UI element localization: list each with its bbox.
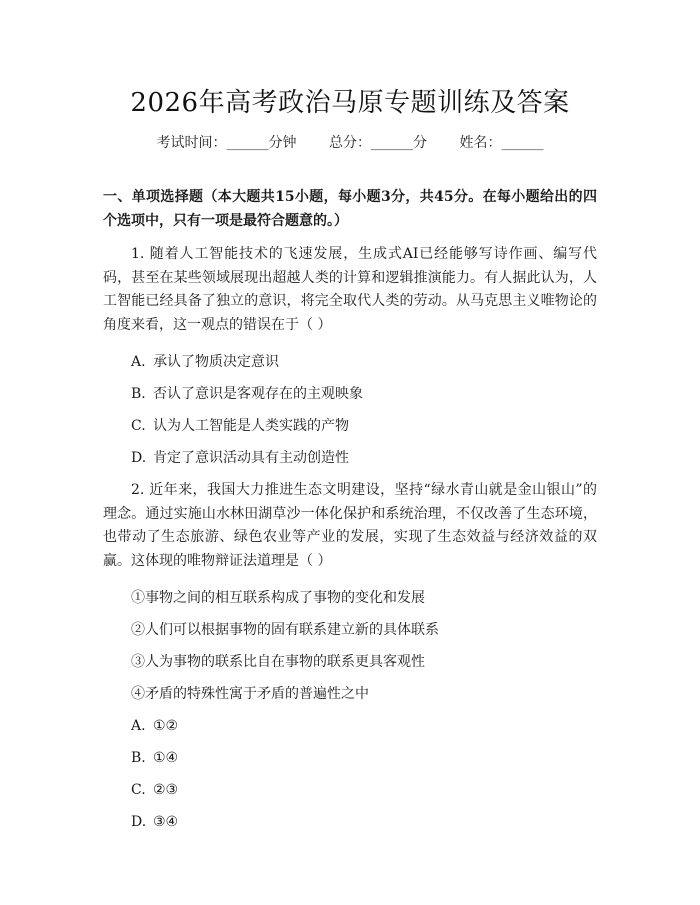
option-letter: B. (131, 750, 146, 766)
option-letter: B. (131, 386, 146, 402)
option-text: 否认了意识是客观存在的主观映象 (153, 386, 363, 402)
option-a (103, 715, 597, 739)
option-letter: C. (131, 782, 146, 798)
option-letter: A. (131, 718, 146, 734)
statement-3: ③人为事物的联系比自在事物的联系更具客观性 (131, 654, 425, 670)
total-score-label: 总分：______分 (329, 135, 427, 151)
option-text: ③④ (153, 814, 179, 830)
option-d (103, 447, 597, 471)
option-text: 承认了物质决定意识 (153, 354, 279, 370)
option-d (103, 811, 597, 835)
statement-1: ①事物之间的相互联系构成了事物的变化和发展 (131, 590, 425, 606)
option-text: ②③ (153, 782, 179, 798)
document-title: 2026年高考政治马原专题训练及答案 (130, 88, 570, 118)
option-letter: C. (131, 418, 146, 434)
option-b (103, 383, 597, 407)
option-c (103, 779, 597, 803)
option-b (103, 747, 597, 771)
name-label: 姓名：______ (459, 135, 544, 151)
exam-content (103, 186, 597, 843)
exam-time-label: 考试时间：______分钟 (156, 135, 297, 151)
question-2 (103, 479, 597, 835)
option-a (103, 351, 597, 375)
question-stem: 2. 近年来，我国大力推进生态文明建设，坚持“绿水青山就是金山银山”的理念。通过实施山水林田湖草沙一体化保护和系统治理，不仅改善了生态环境，也带动了生态旅游、绿色农业等产业的发展，实现了生态效益与经济效益的双赢。这体现的唯物辩证法道理是（ ） (103, 482, 597, 569)
question-stem: 1. 随着人工智能技术的飞速发展，生成式AI已经能够写诗作画、编写代码，甚至在某些领域展现出超越人类的计算和逻辑推演能力。有人据此认为，人工智能已经具备了独立的意识，将完全取代人类的劳动。从马克思主义唯物论的角度来看，这一观点的错误在于（ ） (103, 246, 597, 333)
option-text: ①② (153, 718, 179, 734)
option-c (103, 415, 597, 439)
exam-meta (0, 132, 700, 152)
question-1 (103, 243, 597, 471)
option-letter: D. (131, 814, 147, 830)
option-text: 肯定了意识活动具有主动创造性 (153, 450, 349, 466)
option-letter: A. (131, 354, 146, 370)
option-letter: D. (131, 450, 147, 466)
section-heading: 一、单项选择题（本大题共15小题，每小题3分，共45分。在每小题给出的四个选项中，只有一项是最符合题意的。） (103, 189, 597, 229)
option-text: ①④ (153, 750, 179, 766)
option-text: 认为人工智能是人类实践的产物 (153, 418, 349, 434)
statement-4: ④矛盾的特殊性寓于矛盾的普遍性之中 (131, 686, 369, 702)
statement-2: ②人们可以根据事物的固有联系建立新的具体联系 (131, 622, 439, 638)
